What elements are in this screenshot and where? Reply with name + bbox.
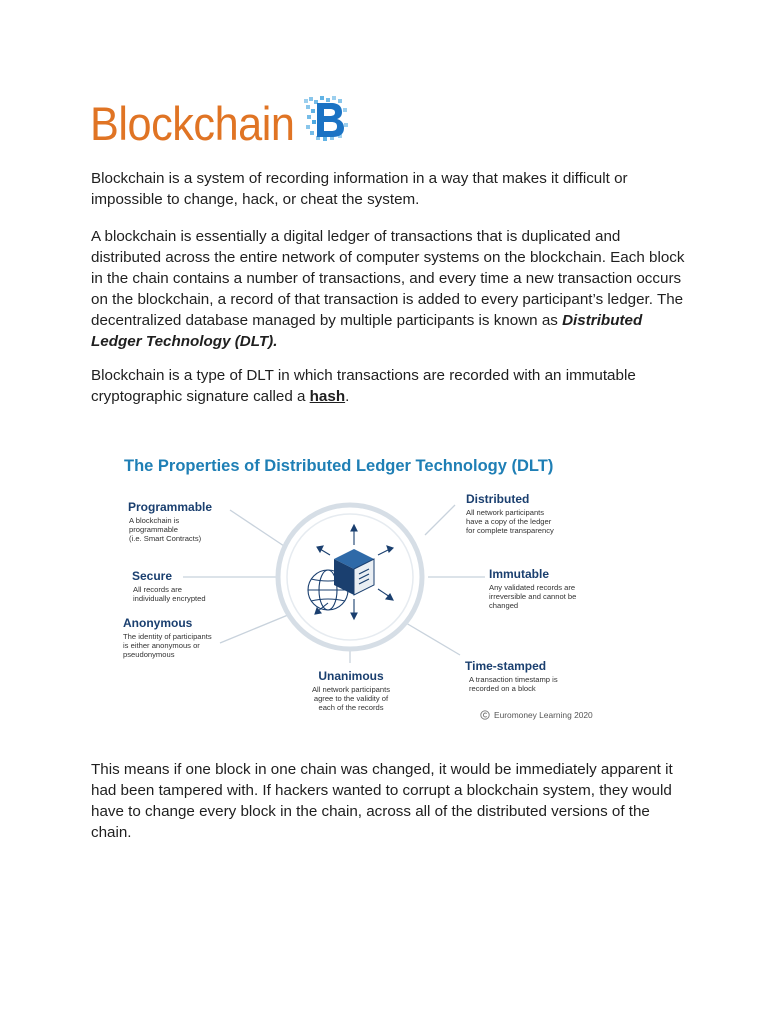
property-secure-title: Secure [132, 569, 173, 583]
property-anonymous-line: is either anonymous or [123, 641, 200, 650]
page-title: Blockchain [90, 96, 295, 150]
hash-paragraph-text: Blockchain is a type of DLT in which transactions are recorded with an immutable cryptographic signature called a [91, 367, 636, 405]
property-distributed-line: for complete transparency [466, 526, 554, 535]
property-anonymous-line: The identity of participants [123, 632, 212, 641]
property-distributed-line: have a copy of the ledger [466, 517, 552, 526]
property-timestamped-line: recorded on a block [469, 684, 536, 693]
property-distributed-title: Distributed [466, 492, 530, 506]
diagram-title: The Properties of Distributed Ledger Technology (DLT) [124, 457, 554, 475]
property-programmable-line: A blockchain is [129, 516, 180, 525]
tamper-paragraph: This means if one block in one chain was changed, it would be immediately apparent it had been tampered with. If hackers wanted to corrupt a blockchain system, they would have to change every block in the chain, across all of the distributed versions of the chain. [91, 761, 673, 841]
title-row [90, 88, 312, 158]
copyright-icon [481, 711, 489, 719]
ledger-paragraph-text: A blockchain is essentially a digital ledger of transactions that is duplicated and distributed across the entire network of computer systems on the blockchain. Each block in the chain contains a number of transactions, and every time a new transaction occurs on the blockchain, a record of that transaction is added to every participant’s ledger. The decentralized database managed by multiple participants is known as [91, 228, 685, 329]
property-secure-line: individually encrypted [133, 594, 206, 603]
property-distributed-line: All network participants [466, 508, 545, 517]
property-unanimous-line: All network participants [311, 685, 391, 694]
property-anonymous-title: Anonymous [123, 616, 193, 630]
property-timestamped-line: A transaction timestamp is [469, 675, 558, 684]
property-secure-line: All records are [133, 585, 182, 594]
property-unanimous-line: each of the records [318, 703, 384, 712]
intro-paragraph: Blockchain is a system of recording information in a way that makes it difficult or impossible to change, hack, or cheat the system. [91, 170, 628, 208]
property-immutable-line: Any validated records are [489, 583, 576, 592]
ledger-paragraph [91, 226, 691, 352]
property-programmable-title: Programmable [128, 500, 213, 514]
property-programmable-line: programmable [129, 525, 178, 534]
property-unanimous-line: agree to the validity of [313, 694, 389, 703]
dlt-emphasis: Distributed Ledger Technology (DLT). [91, 312, 643, 350]
property-immutable-line: changed [489, 601, 519, 610]
property-unanimous-title: Unanimous [318, 669, 384, 683]
hash-paragraph-end: . [345, 388, 350, 405]
blockchain-b-logo-icon [298, 93, 354, 143]
property-immutable-title: Immutable [489, 567, 550, 581]
property-immutable-line: irreversible and cannot be [489, 592, 577, 601]
property-anonymous-line: pseudonymous [123, 650, 175, 659]
hash-paragraph [91, 365, 691, 407]
property-timestamped-title: Time-stamped [465, 659, 547, 673]
hash-link[interactable]: hash [309, 388, 346, 405]
diagram-credit: Euromoney Learning 2020 [494, 710, 593, 720]
dlt-properties-diagram [110, 445, 630, 735]
property-programmable-line: (i.e. Smart Contracts) [129, 534, 202, 543]
